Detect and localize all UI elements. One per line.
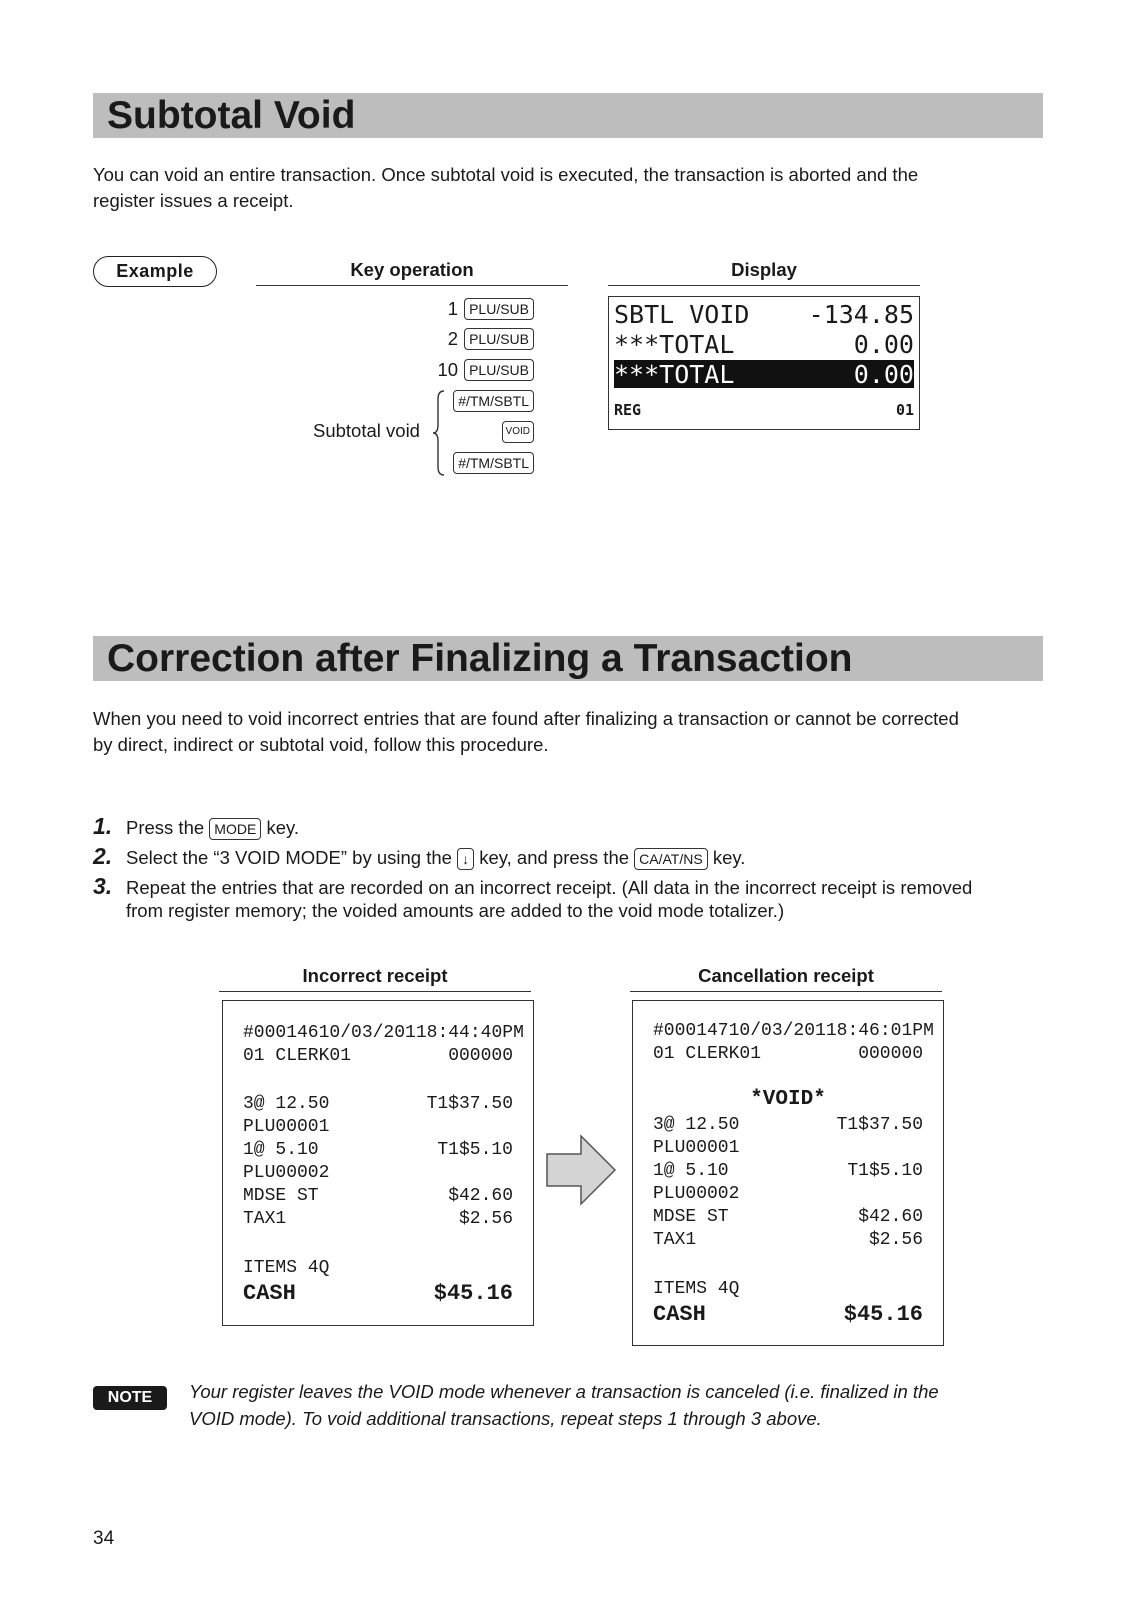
display-text: SBTL VOID [614,299,750,329]
example-badge: Example [93,256,217,287]
note-badge: NOTE [93,1386,167,1410]
receipt-line [653,1137,923,1159]
receipt-line [653,1183,923,1205]
receipt-label: CASH [243,1281,296,1306]
receipt-item: 3@ 12.50 [653,1115,740,1135]
display-mode: REG [614,401,642,419]
description-line: You can void an entire transaction. Once subtotal void is executed, the transaction is aborted and the [93,164,919,185]
step-text: from register memory; the voided amounts are added to the void mode totalizer.) [126,900,785,921]
plu-sub-key: PLU/SUB [464,328,534,350]
plu-sub-key: PLU/SUB [464,298,534,320]
key-quantity: 10 [437,359,459,380]
receipt-amount: T1$5.10 [847,1161,923,1181]
section-header-subtotal-void [93,93,1043,138]
receipt-line [653,1043,923,1065]
receipt-item: PLU00002 [653,1184,740,1204]
section-title: Correction after Finalizing a Transaction [107,637,853,680]
register-display [608,296,920,430]
receipt-amount: $42.60 [858,1207,923,1227]
key-row [453,388,534,414]
display-amount: -134.85 [808,299,914,329]
section-header-correction [93,636,1043,681]
right-arrow-icon [545,1134,617,1206]
step-text: Select the “3 VOID MODE” by using the [126,847,452,868]
receipt-label: CASH [653,1302,706,1327]
display-text: ***TOTAL [614,359,735,389]
section-title: Subtotal Void [107,94,356,137]
void-key: VOID [502,421,534,443]
key-operation-header: Key operation [256,259,568,286]
step-text: key, and press the [479,847,630,868]
receipt-line [243,1185,513,1207]
note-line: VOID mode). To void additional transactions, repeat steps 1 through 3 above. [189,1408,822,1429]
receipt-item: 1@ 5.10 [653,1161,729,1181]
receipt-amount: $2.56 [868,1230,923,1250]
receipt-line [243,1045,513,1067]
receipt-clerk: 01 CLERK01 [243,1046,352,1066]
display-status-line [614,400,914,420]
receipt-void-line [653,1089,923,1111]
cancellation-receipt [632,1000,944,1346]
receipt-code: 000000 [858,1044,923,1064]
receipt-label: TAX1 [653,1230,697,1250]
receipt-line [653,1206,923,1228]
receipt-label: TAX1 [243,1209,287,1229]
procedure-steps [93,813,1043,928]
receipt-total: $45.16 [843,1302,923,1327]
description-line: by direct, indirect or subtotal void, follow this procedure. [93,734,549,755]
receipt-line [243,1257,513,1279]
step-text: key. [712,847,746,868]
receipt-line [653,1229,923,1251]
step-1 [93,813,1043,840]
incorrect-receipt [222,1000,534,1326]
display-line [614,330,914,358]
tm-sbtl-key: #/TM/SBTL [453,452,534,474]
key-row [438,357,535,383]
receipt-line [243,1162,513,1184]
receipt-date: 10/03/2011 [728,1021,837,1041]
display-clerk: 01 [895,401,914,419]
step-2 [93,843,1043,870]
receipt-item: PLU00001 [653,1138,740,1158]
ca-at-ns-key: CA/AT/NS [634,848,708,870]
display-line-highlighted [614,360,914,388]
receipt-code: 000000 [448,1046,513,1066]
receipt-number: #000146 [243,1023,319,1043]
note-text [189,1378,1039,1432]
receipt-line [243,1208,513,1230]
key-row [453,450,534,476]
display-text: ***TOTAL [614,329,735,359]
note-line: Your register leaves the VOID mode whenever a transaction is canceled (i.e. finalized in the [189,1381,939,1402]
receipt-label: ITEMS 4Q [653,1279,740,1299]
receipt-amount: T1$37.50 [836,1115,923,1135]
receipt-amount: $42.60 [448,1186,513,1206]
key-row [502,419,534,445]
display-amount: 0.00 [853,329,914,359]
receipt-item: 1@ 5.10 [243,1140,319,1160]
void-marker: *VOID* [750,1088,826,1111]
cancellation-receipt-header: Cancellation receipt [630,965,942,992]
step-text: Repeat the entries that are recorded on an incorrect receipt. (All data in the incorrect receipt is removed [126,877,973,898]
receipt-line [653,1160,923,1182]
receipt-time: 8:46:01PM [836,1021,934,1041]
receipt-number: #000147 [653,1021,729,1041]
subtotal-void-label: Subtotal void [313,420,420,441]
curly-brace-icon [432,389,446,477]
subtotal-void-description [93,162,1043,214]
display-header: Display [608,259,920,286]
tm-sbtl-key: #/TM/SBTL [453,390,534,412]
receipt-line [653,1020,934,1042]
receipt-total-line [653,1302,923,1328]
receipt-label: MDSE ST [243,1186,319,1206]
receipt-line [653,1278,923,1300]
key-quantity: 2 [447,328,459,349]
receipt-item: PLU00001 [243,1117,330,1137]
receipt-amount: $2.56 [458,1209,513,1229]
page-number: 34 [93,1528,115,1549]
step-3 [93,873,1043,922]
mode-key: MODE [209,818,261,840]
receipt-time: 8:44:40PM [426,1023,524,1043]
key-row [448,326,534,352]
receipt-total-line [243,1281,513,1307]
step-number: 3. [93,873,113,899]
receipt-line [243,1116,513,1138]
step-number: 2. [93,843,113,869]
display-line [614,300,914,328]
step-text: key. [266,817,299,838]
display-amount: 0.00 [853,359,914,389]
receipt-item: PLU00002 [243,1163,330,1183]
correction-description [93,706,1043,758]
receipt-label: ITEMS 4Q [243,1258,330,1278]
receipt-total: $45.16 [433,1281,513,1306]
description-line: When you need to void incorrect entries that are found after finalizing a transaction or cannot be corrected [93,708,959,729]
step-number: 1. [93,813,113,839]
receipt-amount: T1$37.50 [426,1094,513,1114]
receipt-amount: T1$5.10 [437,1140,513,1160]
incorrect-receipt-header: Incorrect receipt [219,965,531,992]
receipt-line [653,1114,923,1136]
receipt-clerk: 01 CLERK01 [653,1044,762,1064]
down-arrow-key: ↓ [457,848,474,870]
plu-sub-key: PLU/SUB [464,359,534,381]
description-line: register issues a receipt. [93,190,294,211]
receipt-label: MDSE ST [653,1207,729,1227]
receipt-line [243,1139,513,1161]
receipt-date: 10/03/2011 [318,1023,427,1043]
key-row [448,296,534,322]
receipt-item: 3@ 12.50 [243,1094,330,1114]
receipt-line [243,1093,513,1115]
receipt-line [243,1022,524,1044]
key-quantity: 1 [447,298,459,319]
step-text: Press the [126,817,205,838]
